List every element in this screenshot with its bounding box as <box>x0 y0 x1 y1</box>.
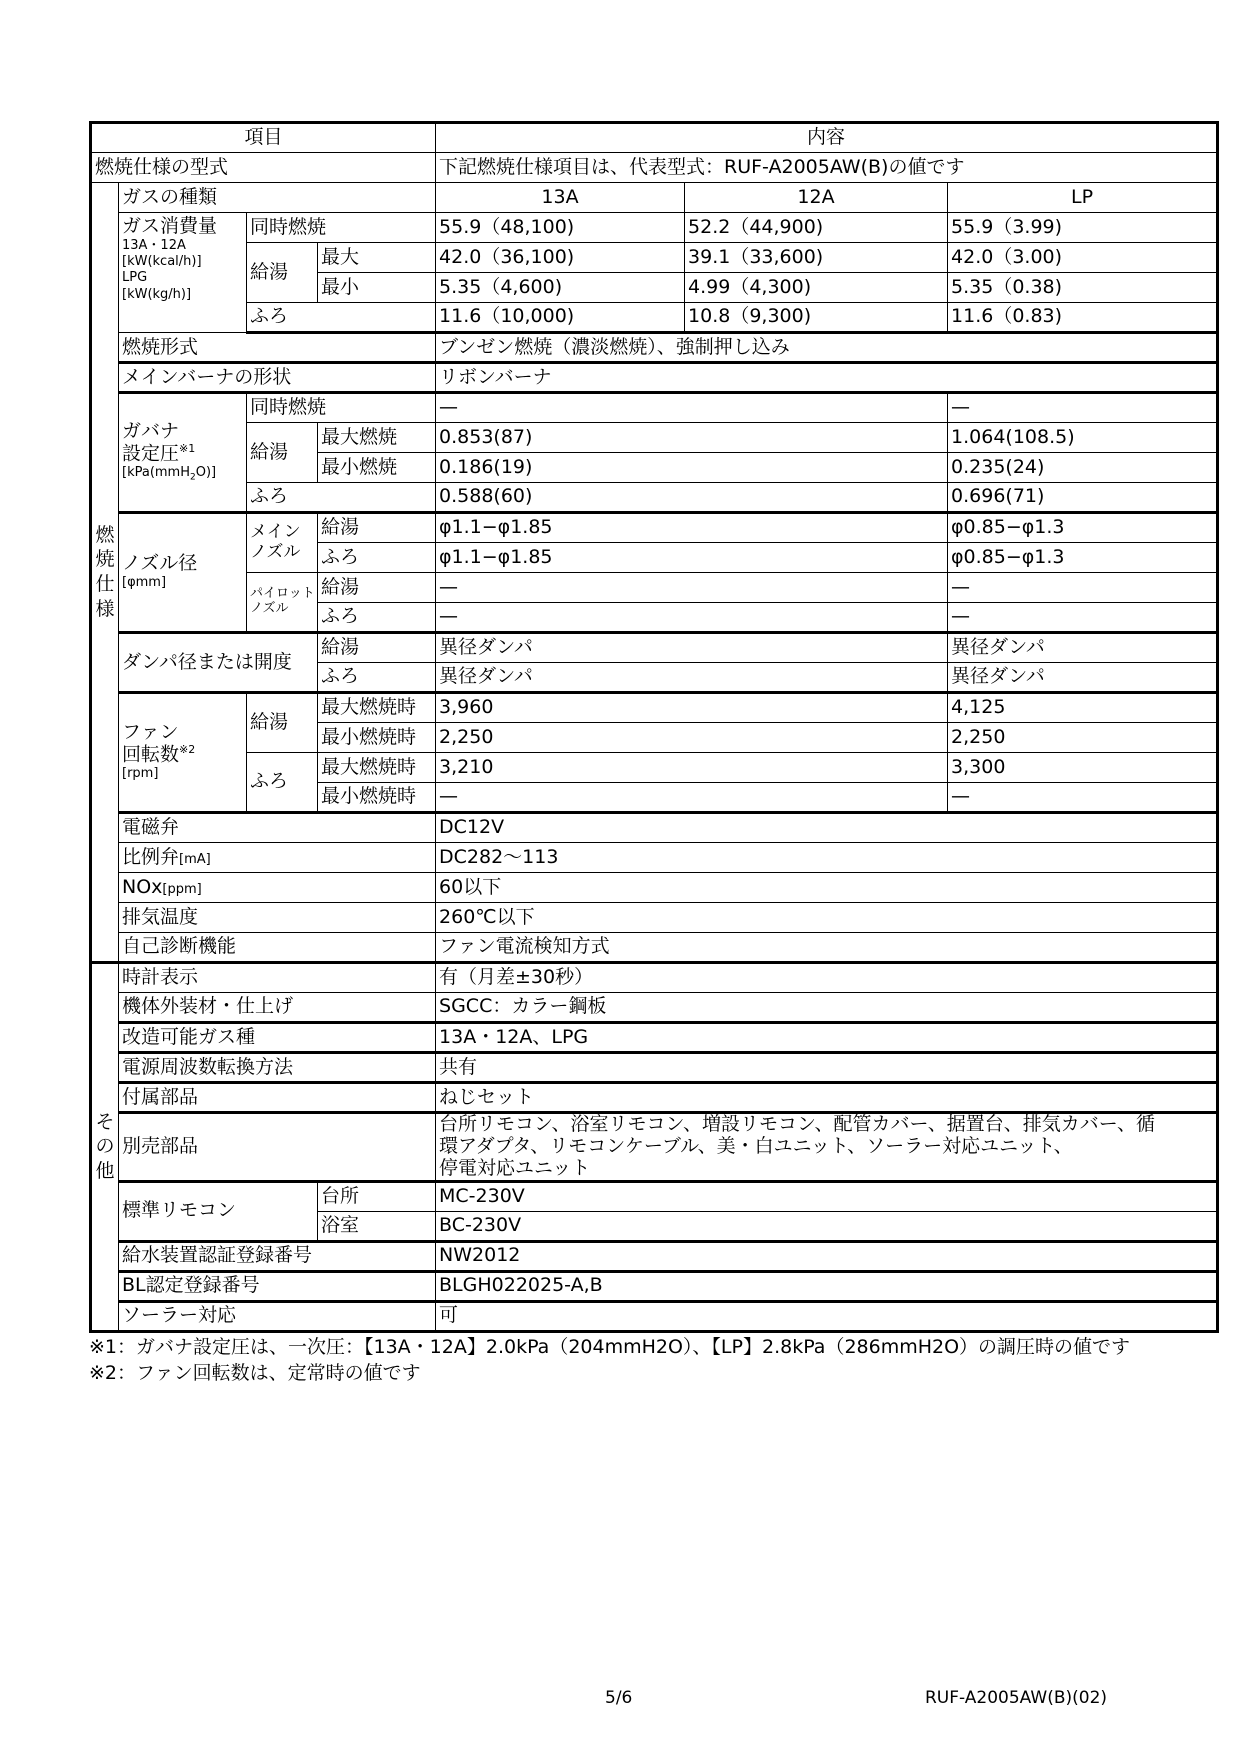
value-cell: 52.2（44,900) <box>685 213 948 243</box>
footnote-1: ※1：ガバナ設定圧は、一次圧：【13A・12A】2.0kPa（204mmH2O）、【LP】2.8kPa（286mmH2O）の調圧時の値です <box>89 1336 1131 1358</box>
value-cell: 0.853(87) <box>436 423 948 453</box>
value-cell: — <box>436 393 948 423</box>
gas-type-label: ガスの種類 <box>119 183 436 213</box>
frequency-label: 電源周波数転換方法 <box>119 1053 436 1083</box>
value-cell: 0.186(19) <box>436 453 948 483</box>
value-cell: 4,125 <box>948 693 1218 723</box>
consumption-max: 最大 <box>318 243 436 273</box>
consumption-kyuto: 給湯 <box>247 243 318 303</box>
fan-max: 最大燃焼時 <box>318 693 436 723</box>
damper-kyuto: 給湯 <box>318 633 436 663</box>
gas-type-col: 12A <box>685 183 948 213</box>
convertible-value: 13A・12A、LPG <box>436 1023 1218 1053</box>
value-cell: 0.588(60) <box>436 483 948 513</box>
exhaust-value: 260℃以下 <box>436 903 1218 933</box>
convertible-label: 改造可能ガス種 <box>119 1023 436 1053</box>
accessories-label: 付属部品 <box>119 1083 436 1113</box>
value-cell: 2,250 <box>436 723 948 753</box>
diagnosis-value: ファン電流検知方式 <box>436 933 1218 963</box>
value-cell: 0.235(24) <box>948 453 1218 483</box>
gas-type-col: LP <box>948 183 1218 213</box>
fan-kyuto: 給湯 <box>247 693 318 753</box>
section-combustion: 燃焼仕様 <box>91 183 119 963</box>
frequency-value: 共有 <box>436 1053 1218 1083</box>
section-other: その他 <box>91 963 119 1332</box>
governor-simul: 同時燃焼 <box>247 393 436 423</box>
footnote-2: ※2：ファン回転数は、定常時の値です <box>89 1362 421 1384</box>
value-cell: 5.35（0.38) <box>948 273 1218 303</box>
value-cell: 3,960 <box>436 693 948 723</box>
consumption-min: 最小 <box>318 273 436 303</box>
exterior-value: SGCC：カラー鋼板 <box>436 993 1218 1023</box>
governor-kyuto: 給湯 <box>247 423 318 483</box>
value-cell: φ0.85−φ1.3 <box>948 543 1218 573</box>
value-cell: 異径ダンパ <box>436 663 948 693</box>
nozzle-furo: ふろ <box>318 543 436 573</box>
governor-label: ガバナ 設定圧$^{※1}$ [kPa(mmH$_2$O)] <box>119 393 247 513</box>
value-cell: 42.0（36,100) <box>436 243 685 273</box>
options-value: 台所リモコン、浴室リモコン、増設リモコン、配管カバー、据置台、排気カバー、循 環アダプタ、リモコンケーブル、美・白ユニット、ソーラー対応ユニット、 停電対応ユニット <box>436 1113 1218 1182</box>
document-code: RUF-A2005AW(B)(02) <box>925 1688 1108 1708</box>
value-cell: φ1.1−φ1.85 <box>436 513 948 543</box>
burner-shape-value: リボンバーナ <box>436 363 1218 393</box>
value-cell: 39.1（33,600) <box>685 243 948 273</box>
value-cell: — <box>436 573 948 603</box>
accessories-value: ねじセット <box>436 1083 1218 1113</box>
burner-shape-label: メインバーナの形状 <box>119 363 436 393</box>
nozzle-pilot: パイロット ノズル <box>247 573 318 633</box>
governor-min: 最小燃焼 <box>318 453 436 483</box>
value-cell: 異径ダンパ <box>948 633 1218 663</box>
proportional-label: 比例弁[mA] <box>119 843 436 873</box>
value-cell: — <box>436 603 948 633</box>
solar-label: ソーラー対応 <box>119 1301 436 1331</box>
value-cell: φ0.85−φ1.3 <box>948 513 1218 543</box>
clock-value: 有（月差±30秒） <box>436 963 1218 993</box>
remote-kitchen-value: MC-230V <box>436 1181 1218 1211</box>
model-value: 下記燃焼仕様項目は、代表型式：RUF-A2005AW(B)の値です <box>436 153 1218 183</box>
value-cell: — <box>436 783 948 813</box>
value-cell: 11.6（0.83) <box>948 303 1218 333</box>
value-cell: 11.6（10,000) <box>436 303 685 333</box>
governor-max: 最大燃焼 <box>318 423 436 453</box>
fan-furo: ふろ <box>247 753 318 813</box>
value-cell: 2,250 <box>948 723 1218 753</box>
water-cert-label: 給水装置認証登録番号 <box>119 1241 436 1271</box>
combustion-type-value: ブンゼン燃焼（濃淡燃焼）、強制押し込み <box>436 333 1218 363</box>
value-cell: — <box>948 603 1218 633</box>
value-cell: 5.35（4,600) <box>436 273 685 303</box>
fan-min: 最小燃焼時 <box>318 723 436 753</box>
header-item: 項目 <box>91 123 436 153</box>
proportional-value: DC282～113 <box>436 843 1218 873</box>
consumption-simul: 同時燃焼 <box>247 213 436 243</box>
solenoid-value: DC12V <box>436 813 1218 843</box>
solar-value: 可 <box>436 1301 1218 1331</box>
remote-kitchen-label: 台所 <box>318 1181 436 1211</box>
damper-furo: ふろ <box>318 663 436 693</box>
bl-cert-value: BLGH022025-A,B <box>436 1271 1218 1301</box>
exterior-label: 機体外装材・仕上げ <box>119 993 436 1023</box>
fan-min: 最小燃焼時 <box>318 783 436 813</box>
solenoid-label: 電磁弁 <box>119 813 436 843</box>
value-cell: 異径ダンパ <box>948 663 1218 693</box>
value-cell: 10.8（9,300) <box>685 303 948 333</box>
nox-label: NOx[ppm] <box>119 873 436 903</box>
value-cell: — <box>948 393 1218 423</box>
value-cell: 55.9（3.99) <box>948 213 1218 243</box>
consumption-furo: ふろ <box>247 303 436 333</box>
nozzle-main: メイン ノズル <box>247 513 318 573</box>
value-cell: — <box>948 573 1218 603</box>
nozzle-kyuto: 給湯 <box>318 513 436 543</box>
spec-table <box>89 121 1219 1333</box>
nozzle-label: ノズル径 [φmm] <box>119 513 247 633</box>
page-number: 5/6 <box>605 1688 633 1708</box>
consumption-label: ガス消費量 13A・12A [kW(kcal/h)] LPG [kW(kg/h)] <box>119 213 247 333</box>
value-cell: 4.99（4,300) <box>685 273 948 303</box>
diagnosis-label: 自己診断機能 <box>119 933 436 963</box>
value-cell: 1.064(108.5) <box>948 423 1218 453</box>
value-cell: 0.696(71) <box>948 483 1218 513</box>
fan-max: 最大燃焼時 <box>318 753 436 783</box>
remote-bath-value: BC-230V <box>436 1211 1218 1241</box>
value-cell: — <box>948 783 1218 813</box>
value-cell: 42.0（3.00) <box>948 243 1218 273</box>
header-content: 内容 <box>436 123 1218 153</box>
remote-label: 標準リモコン <box>119 1181 318 1241</box>
nozzle-furo: ふろ <box>318 603 436 633</box>
clock-label: 時計表示 <box>119 963 436 993</box>
bl-cert-label: BL認定登録番号 <box>119 1271 436 1301</box>
water-cert-value: NW2012 <box>436 1241 1218 1271</box>
governor-furo: ふろ <box>247 483 436 513</box>
value-cell: 3,300 <box>948 753 1218 783</box>
exhaust-label: 排気温度 <box>119 903 436 933</box>
gas-type-col: 13A <box>436 183 685 213</box>
value-cell: 異径ダンパ <box>436 633 948 663</box>
options-label: 別売部品 <box>119 1113 436 1182</box>
value-cell: φ1.1−φ1.85 <box>436 543 948 573</box>
model-label: 燃焼仕様の型式 <box>91 153 436 183</box>
value-cell: 3,210 <box>436 753 948 783</box>
value-cell: 55.9（48,100) <box>436 213 685 243</box>
combustion-type-label: 燃焼形式 <box>119 333 436 363</box>
nozzle-kyuto: 給湯 <box>318 573 436 603</box>
damper-label: ダンパ径または開度 <box>119 633 318 693</box>
nox-value: 60以下 <box>436 873 1218 903</box>
remote-bath-label: 浴室 <box>318 1211 436 1241</box>
fan-label: ファン 回転数$^{※2}$ [rpm] <box>119 693 247 813</box>
